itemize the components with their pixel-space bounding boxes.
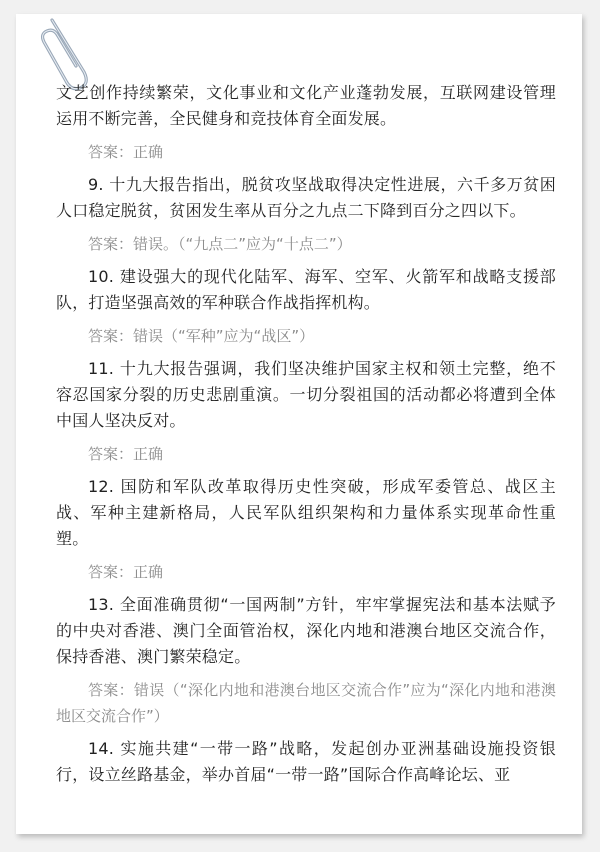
question-text: 11. 十九大报告强调，我们坚决维护国家主权和领土完整，绝不容忍国家分裂的历史悲剧重演。一切分裂祖国的活动都必将遭到全体中国人坚决反对。: [56, 359, 556, 430]
document-page: [16, 14, 582, 834]
question-text: 9. 十九大报告指出，脱贫攻坚战取得决定性进展，六千多万贫困人口稳定脱贫，贫困发生率从百分之九点二下降到百分之四以下。: [56, 175, 556, 220]
answer-text: 答案：正确: [88, 445, 164, 463]
question-text: 文艺创作持续繁荣，文化事业和文化产业蓬勃发展，互联网建设管理运用不断完善，全民健身和竞技体育全面发展。: [56, 83, 556, 128]
question-text: 13. 全面准确贯彻“一国两制”方针，牢牢掌握宪法和基本法赋予的中央对香港、澳门全面管治权，深化内地和港澳台地区交流合作，保持香港、澳门繁荣稳定。: [56, 595, 556, 666]
answer-text: 答案：错误（“深化内地和港澳台地区交流合作”应为“深化内地和港澳地区交流合作”）: [56, 681, 556, 725]
question-list: [56, 80, 556, 788]
answer-text: 答案：错误。（“九点二”应为“十点二”）: [88, 235, 352, 253]
question-text: 12. 国防和军队改革取得历史性突破，形成军委管总、战区主战、军种主建新格局，人民军队组织架构和力量体系实现革命性重塑。: [56, 477, 556, 548]
answer-text: 答案：正确: [88, 563, 164, 581]
answer-text: 答案：正确: [88, 143, 164, 161]
answer-text: 答案：错误（“军种”应为“战区”）: [88, 327, 315, 345]
question-text: 10. 建设强大的现代化陆军、海军、空军、火箭军和战略支援部队，打造坚强高效的军种联合作战指挥机构。: [56, 267, 556, 312]
question-text: 14. 实施共建“一带一路”战略，发起创办亚洲基础设施投资银行，设立丝路基金，举办首届“一带一路”国际合作高峰论坛、亚: [56, 739, 556, 784]
